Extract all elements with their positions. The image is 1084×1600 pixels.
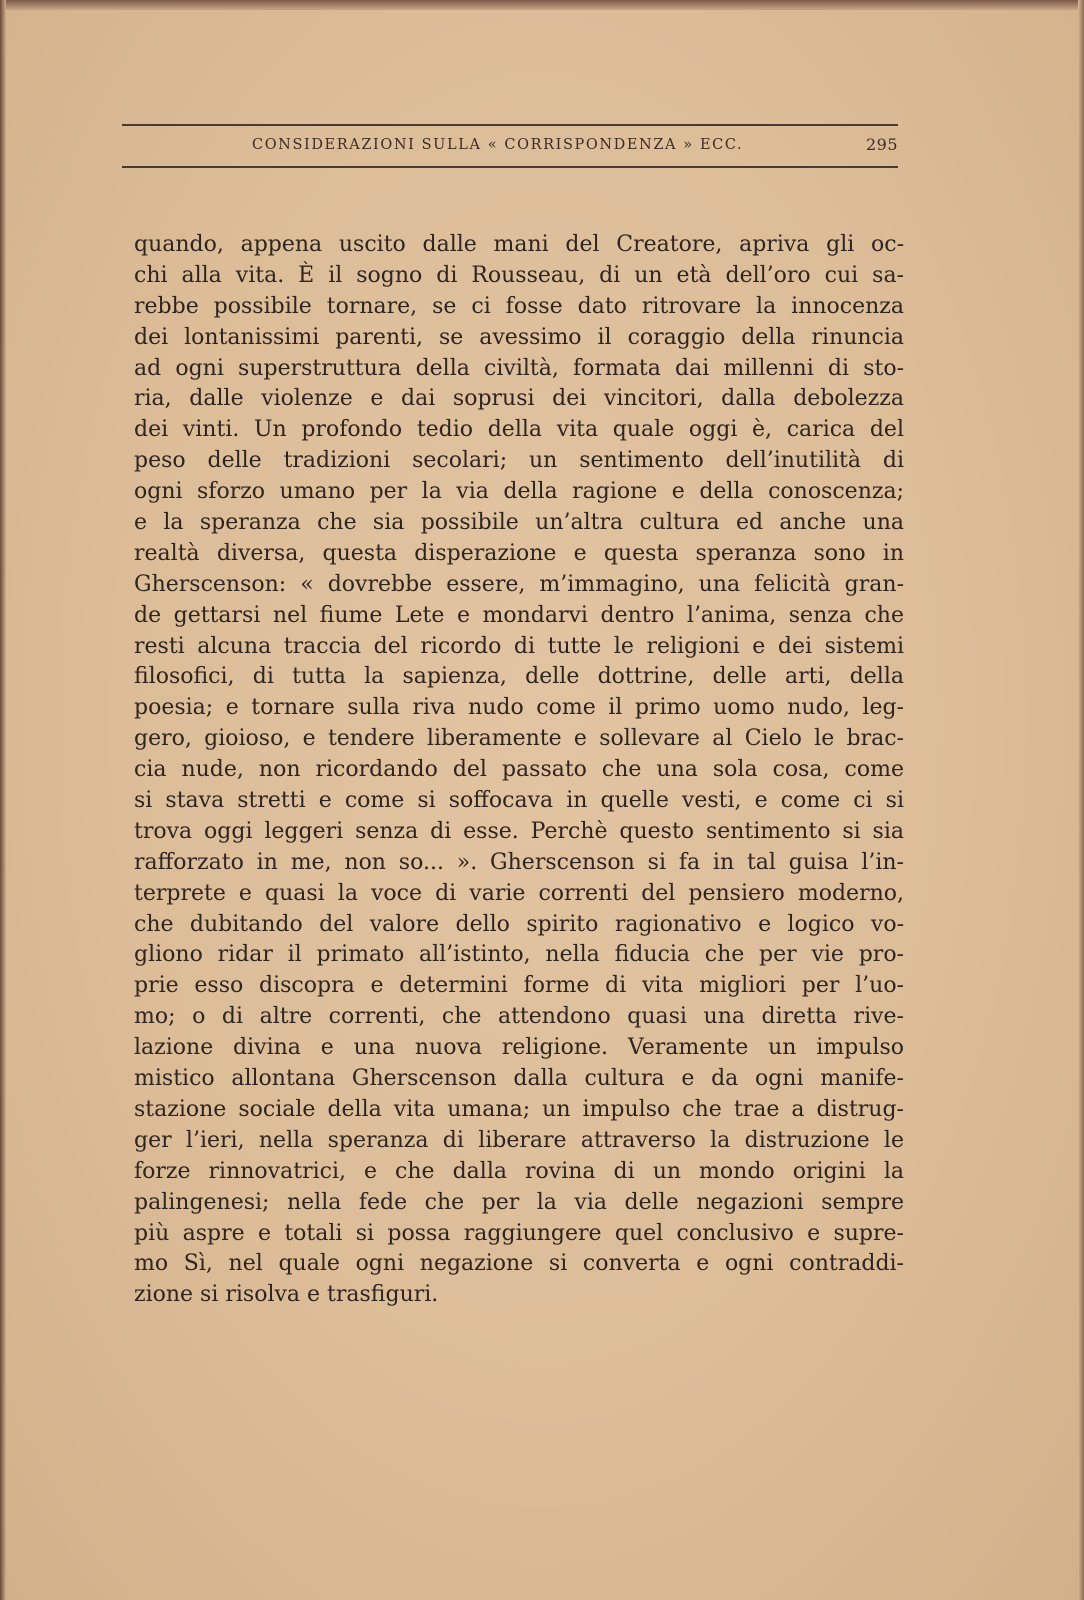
text-line: mo; o di altre correnti, che attendono quasi una diretta rive- <box>134 1004 904 1030</box>
text-line: mo Sì, nel quale ogni negazione si converta e ogni contraddi- <box>134 1251 904 1277</box>
text-line: mistico allontana Gherscenson dalla cultura e da ogni manife- <box>134 1066 904 1092</box>
text-line: ad ogni superstruttura della civiltà, formata dai millenni di sto- <box>134 355 904 381</box>
text-line: realtà diversa, questa disperazione e questa speranza sono in <box>134 540 904 566</box>
page-top-edge <box>0 0 1084 10</box>
text-line: gero, gioioso, e tendere liberamente e sollevare al Cielo le brac- <box>134 726 904 752</box>
header-rule-top <box>122 124 898 126</box>
text-line: che dubitando del valore dello spirito ragionativo e logico vo- <box>134 911 904 937</box>
header-rule-bottom <box>122 166 898 168</box>
running-title: CONSIDERAZIONI SULLA « CORRISPONDENZA » ECC. <box>252 137 744 153</box>
text-line: resti alcuna traccia del ricordo di tutte le religioni e dei sistemi <box>134 633 904 659</box>
text-line: filosofici, di tutta la sapienza, delle dottrine, delle arti, della <box>134 664 904 690</box>
page-number: 295 <box>865 135 898 154</box>
text-line: lazione divina e una nuova religione. Veramente un impulso <box>134 1035 904 1061</box>
text-line: Gherscenson: « dovrebbe essere, m’immagino, una felicità gran- <box>134 571 904 597</box>
text-line: e la speranza che sia possibile un’altra cultura ed anche una <box>134 510 904 536</box>
text-line: de gettarsi nel fiume Lete e mondarvi dentro l’anima, senza che <box>134 602 904 628</box>
text-line: forze rinnovatrici, e che dalla rovina di un mondo origini la <box>134 1158 904 1184</box>
text-line: si stava stretti e come si soffocava in quelle vesti, e come ci si <box>134 788 904 814</box>
text-line: chi alla vita. È il sogno di Rousseau, di un età dell’oro cui sa- <box>134 262 904 288</box>
text-line: trova oggi leggeri senza di esse. Perchè questo sentimento si sia <box>134 818 904 844</box>
text-line: più aspre e totali si possa raggiungere quel conclusivo e supre- <box>134 1220 904 1246</box>
page-left-edge <box>0 0 6 1600</box>
text-line: gliono ridar il primato all’istinto, nella fiducia che per vie pro- <box>134 942 904 968</box>
text-line: dei lontanissimi parenti, se avessimo il coraggio della rinuncia <box>134 324 904 350</box>
text-line: ogni sforzo umano per la via della ragione e della conoscenza; <box>134 479 904 505</box>
text-line: quando, appena uscito dalle mani del Creatore, apriva gli oc- <box>134 232 904 257</box>
text-line: dei vinti. Un profondo tedio della vita quale oggi è, carica del <box>134 417 904 443</box>
text-line: poesia; e tornare sulla riva nudo come il primo uomo nudo, leg- <box>134 695 904 721</box>
text-line: rafforzato in me, non so... ». Gherscenson si fa in tal guisa l’in- <box>134 849 904 875</box>
text-line: stazione sociale della vita umana; un impulso che trae a distrug- <box>134 1096 904 1122</box>
page-right-edge <box>1078 0 1084 1600</box>
text-line: palingenesi; nella fede che per la via delle negazioni sempre <box>134 1189 904 1215</box>
text-line: cia nude, non ricordando del passato che una sola cosa, come <box>134 757 904 783</box>
running-head <box>122 131 898 161</box>
text-line: zione si risolva e trasfiguri. <box>134 1282 439 1308</box>
text-line: rebbe possibile tornare, se ci fosse dato ritrovare la innocenza <box>134 293 904 319</box>
text-line: prie esso discopra e determini forme di vita migliori per l’uo- <box>134 973 904 999</box>
text-line: ria, dalle violenze e dai soprusi dei vincitori, dalla debolezza <box>134 386 904 412</box>
text-line: terprete e quasi la voce di varie correnti del pensiero moderno, <box>134 880 904 906</box>
text-line: peso delle tradizioni secolari; un sentimento dell’inutilità di <box>134 448 904 474</box>
body-text <box>134 230 904 1311</box>
text-line: ger l’ieri, nella speranza di liberare attraverso la distruzione le <box>134 1127 904 1153</box>
